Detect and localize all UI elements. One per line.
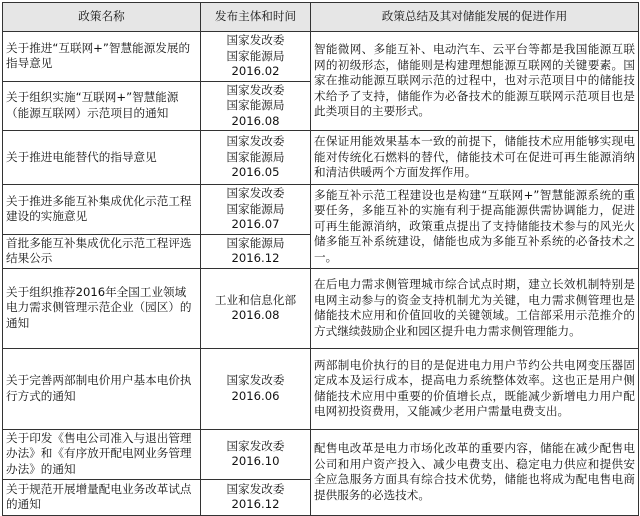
- issuer-date: [201, 81, 311, 131]
- issue-date: 2016.05: [231, 165, 280, 180]
- issuer: 国家发改委: [226, 481, 285, 496]
- policy-table: [2, 2, 639, 516]
- issuer-date: [201, 185, 311, 235]
- issue-date: 2016.12: [231, 497, 280, 511]
- issue-date: 2016.08: [231, 308, 280, 322]
- issuer: 国家能源局: [226, 149, 285, 164]
- table-row: [3, 268, 639, 348]
- table-row: [3, 185, 639, 235]
- issuer: 工业和信息化部: [214, 292, 297, 307]
- issuer: 国家能源局: [226, 201, 285, 216]
- policy-summary: 多能互补示范工程建设也是构建“互联网+”智慧能源系统的重要任务，多能互补的实施有利于提高能源供需协调能力，促进可再生能源消纳，政策重点提出了支持储能技术参与的风光火储多能互补系统建设，储能也成为多能互补系统的必备技术之一。: [311, 185, 639, 269]
- policy-name: 关于规范开展增量配电业务改革试点的通知: [3, 479, 201, 515]
- issuer-date: [201, 479, 311, 515]
- issue-date: 2016.06: [231, 388, 280, 403]
- table-row: [3, 348, 639, 429]
- policy-summary: 配售电改革是电力市场化改革的重要内容，储能在减少配售电公司和用户资产投入、减少电费支出、稳定电力供应和提供安全应急服务方面具有综合技术优势，储能也将成为配电售电商提供服务的必选技术。: [311, 429, 639, 515]
- issuer: 国家能源局: [226, 98, 285, 112]
- policy-summary: 两部制电价执行的目的是促进电力用户节约公共电网变压器固定成本及运行成本，提高电力系统整体效率。这也正是用户侧储能技术应用中重要的价值增长点，既能减少新增电力用户配电网初投资费用，又能减少老用户需量电费支出。: [311, 348, 639, 429]
- issuer: 国家能源局: [226, 235, 285, 250]
- issuer-date: [201, 234, 311, 268]
- policy-name: 关于完善两部制电价用户基本电价执行方式的通知: [3, 348, 201, 429]
- issuer: 国家发改委: [226, 82, 285, 97]
- policy-summary: 智能微网、多能互补、电动汽车、云平台等都是我国能源互联网的初级形态，储能则是构建理想能源互联网的关键要素。国家在推动能源互联网示范的过程中，也对示范项目中的储能技术给予了支持，储能作为必备技术的能源互联网示范项目也是此类项目的主要形式。: [311, 32, 639, 131]
- policy-name: 关于推进“互联网+”智慧能源发展的指导意见: [3, 32, 201, 82]
- issuer-date: [201, 348, 311, 429]
- policy-name: 关于推进多能互补集成优化示范工程建设的实施意见: [3, 185, 201, 235]
- issuer: 国家发改委: [226, 186, 285, 200]
- header-row: [3, 3, 639, 32]
- issuer: 国家发改委: [226, 134, 285, 149]
- policy-name: 关于推进电能替代的指导意见: [3, 131, 201, 185]
- table-row: [3, 131, 639, 185]
- issuer: 国家发改委: [226, 438, 285, 453]
- issuer-date: [201, 32, 311, 82]
- policy-name: 关于组织实施“互联网+”智慧能源（能源互联网）示范项目的通知: [3, 81, 201, 131]
- policy-name: 关于组织推荐2016年全国工业领域电力需求侧管理示范企业（园区）的通知: [3, 268, 201, 348]
- issue-date: 2016.08: [231, 113, 280, 128]
- table-row: [3, 32, 639, 82]
- table-row: [3, 429, 639, 479]
- issuer-date: [201, 268, 311, 348]
- header-issuer-date: 发布主体和时间: [201, 3, 311, 32]
- issue-date: 2016.02: [231, 64, 280, 78]
- header-summary: 政策总结及其对储能发展的促进作用: [311, 3, 639, 32]
- issuer: 国家能源局: [226, 48, 285, 63]
- issue-date: 2016.10: [231, 454, 280, 468]
- issuer: 国家发改委: [226, 373, 285, 387]
- issuer-date: [201, 131, 311, 185]
- policy-summary: 在保证用能效果基本一致的前提下，储能技术应用能够实现电能对传统化石燃料的替代，储能技术可在促进可再生能源消纳和清洁供暖两个方面发挥作用。: [311, 131, 639, 185]
- policy-name: 首批多能互补集成优化示范工程评选结果公示: [3, 234, 201, 268]
- issuer-date: [201, 429, 311, 479]
- header-policy-name: 政策名称: [3, 3, 201, 32]
- issue-date: 2016.07: [231, 217, 280, 231]
- policy-summary: 在后电力需求侧管理城市综合试点时期，建立长效机制特别是电网主动参与的资金支持机制尤为关键，电力需求侧管理也是储能技术应用和价值回收的关键领域。工信部采用示范推介的方式继续鼓励企业和园区提升电力需求侧管理能力。: [311, 268, 639, 348]
- policy-name: 关于印发《售电公司准入与退出管理办法》和《有序放开配电网业务管理办法》的通知: [3, 429, 201, 479]
- issue-date: 2016.12: [231, 251, 280, 265]
- issuer: 国家发改委: [226, 33, 285, 47]
